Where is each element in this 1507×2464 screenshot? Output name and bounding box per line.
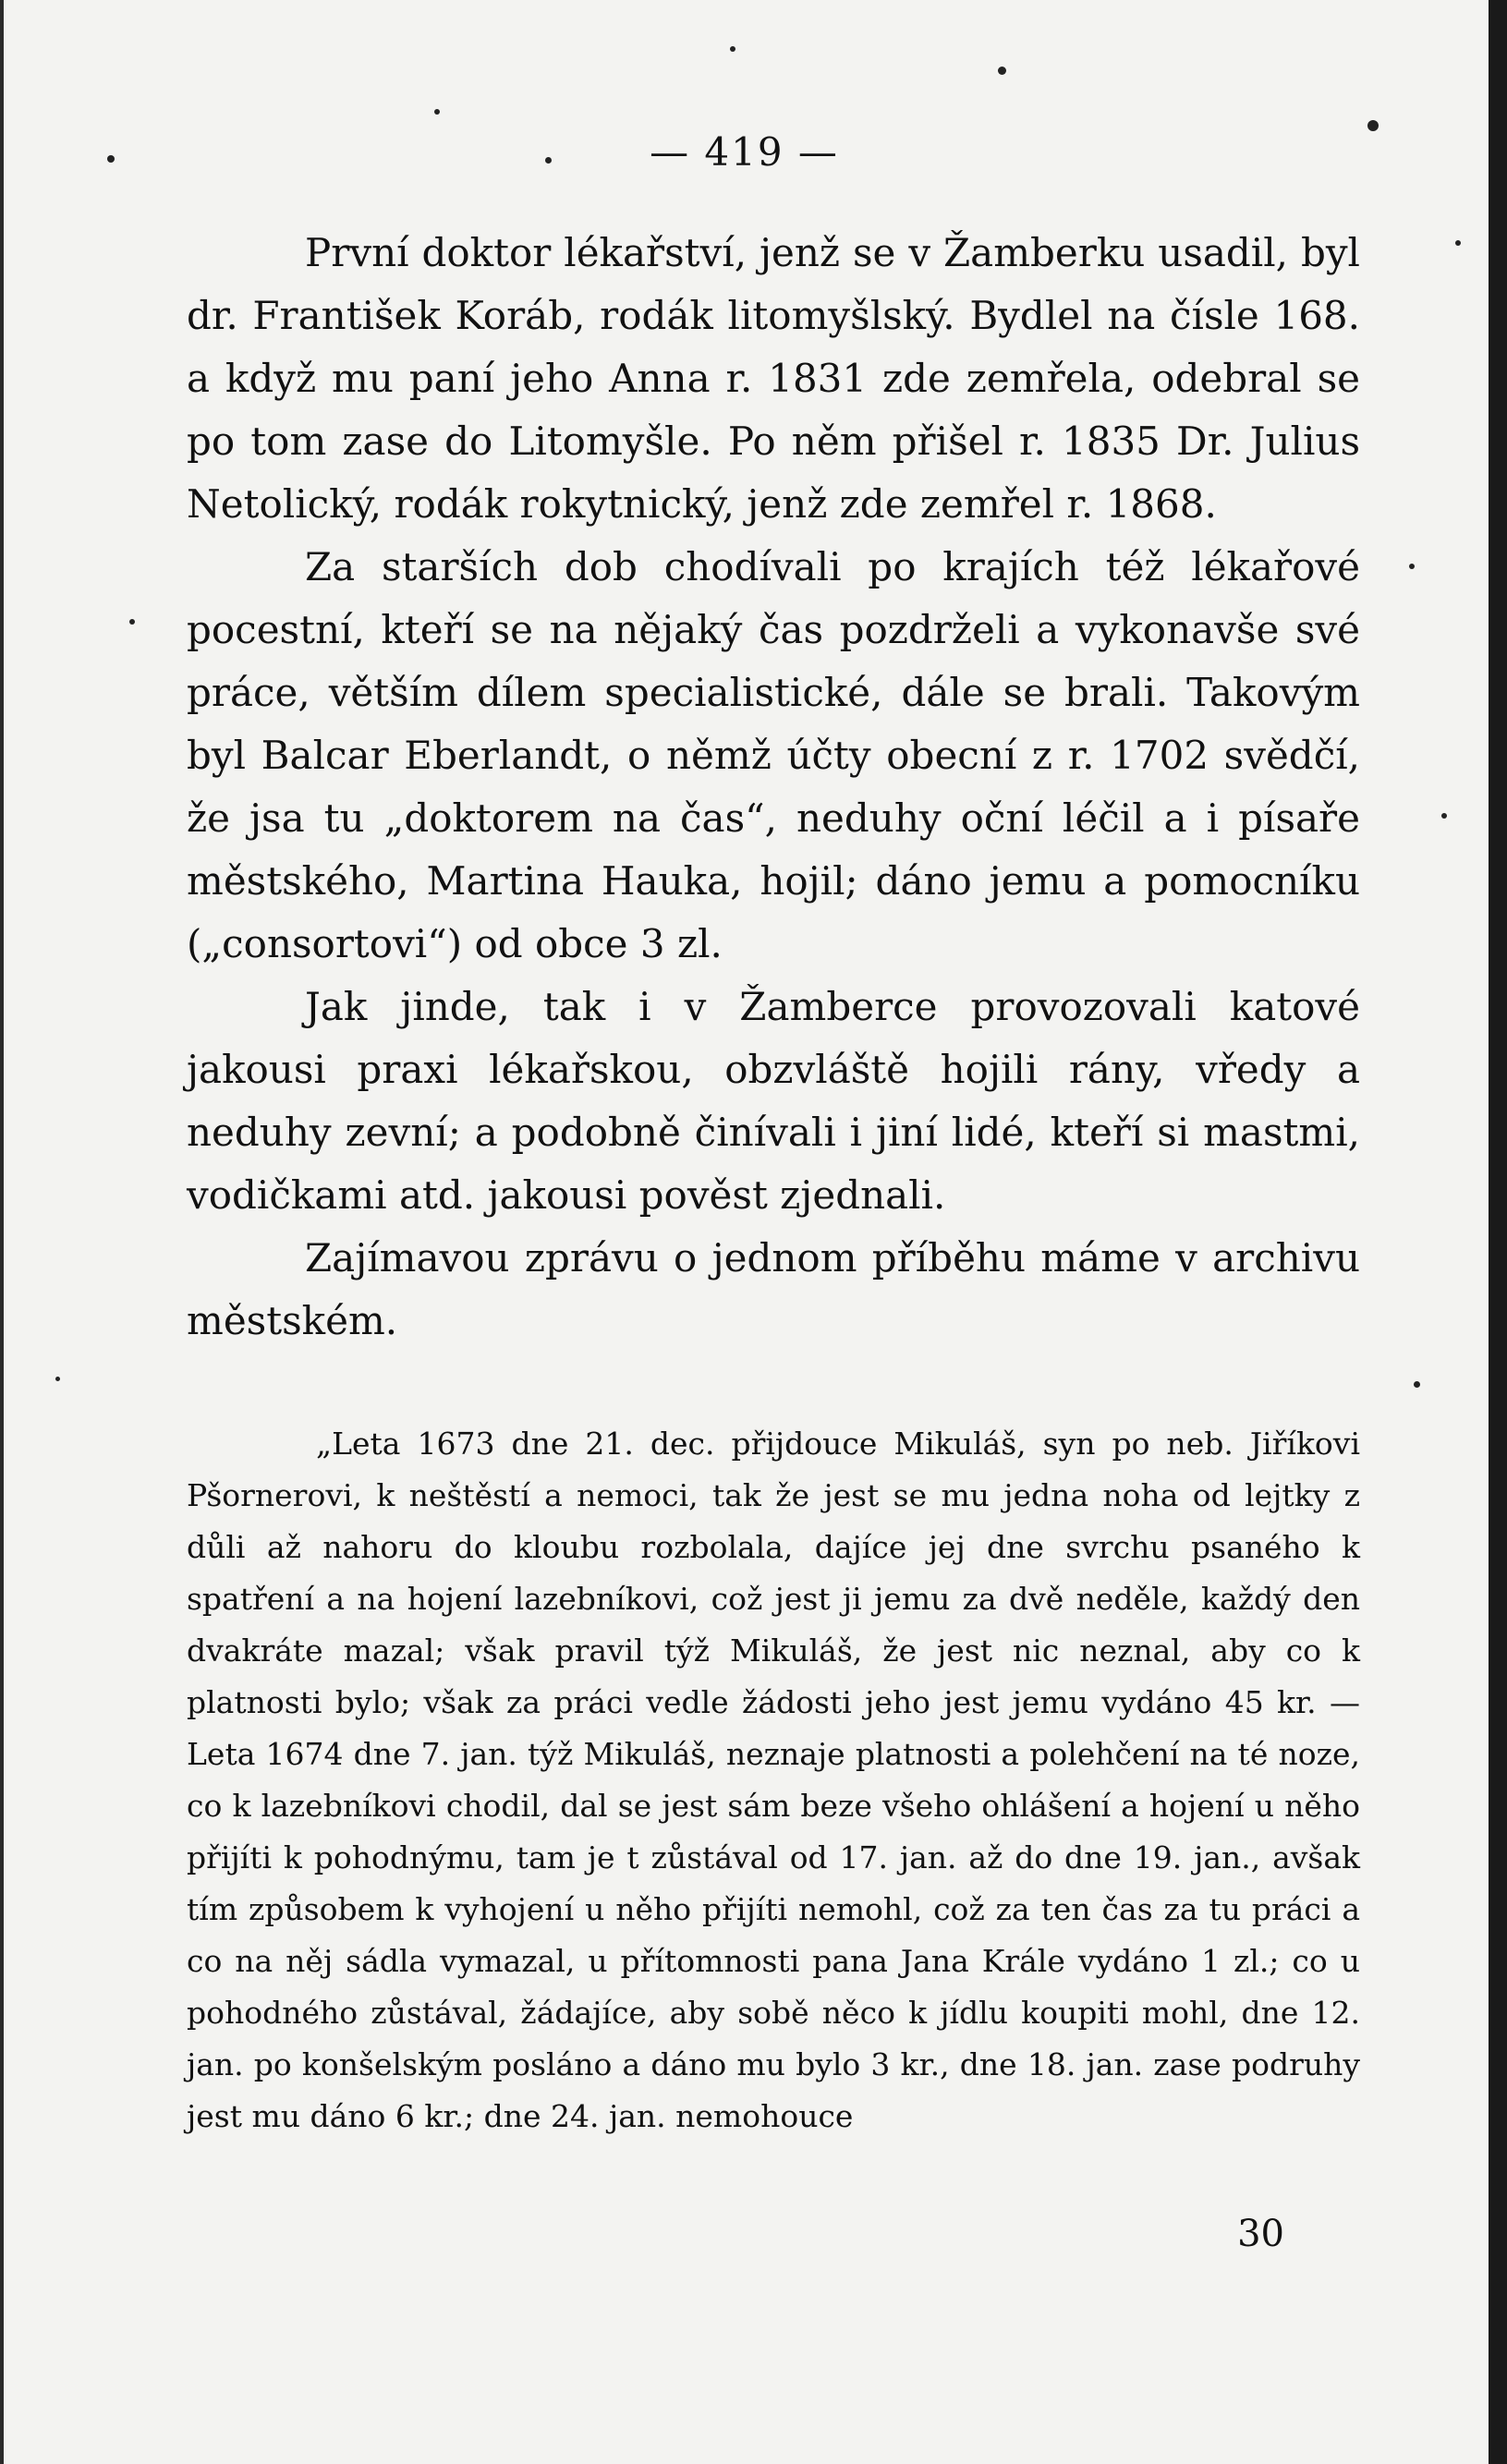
page-left-edge (0, 0, 4, 2464)
quote-paragraph: „Leta 1673 dne 21. dec. přijdouce Mikuláš, syn po neb. Jiříkovi Pšornerovi, k neštěstí a nemoci, tak že jest se mu jedna noha od lejtky z důli až nahoru do kloubu rozbolala, dajíce jej dne svrchu psaného k spatření a na hojení lazebníkovi, což jest ji jemu za dvě neděle, každý den dvakráte mazal; však pravil týž Mikuláš, že jest nic neznal, aby co k platnosti bylo; však za práci vedle žádosti jeho jest jemu vydáno 45 kr. — Leta 1674 dne 7. jan. týž Mikuláš, neznaje platnosti a polehčení na té noze, co k lazebníkovi chodil, dal se jest sám beze všeho ohlášení a hojení u něho přijíti k pohodnýmu, tam je t zůstával od 17. jan. až do dne 19. jan., avšak tím způsobem k vyhojení u něho přijíti nemohl, což za ten čas za tu práci a co na něj sádla vymazal, u přítomnosti pana Jana Krále vydáno 1 zl.; co u pohodného zůstával, žádajíce, aby sobě něco k jídlu koupiti mohl, dne 12. jan. po konšelským posláno a dáno mu bylo 3 kr., dne 18. jan. zase podruhy jest mu dáno 6 kr.; dne 24. jan. nemohouce (187, 1426, 1360, 2134)
archival-quote (187, 1418, 1360, 2142)
scan-speck (730, 46, 735, 52)
main-text (187, 222, 1360, 1353)
paragraph: První doktor lékařství, jenž se v Žamberku usadil, byl dr. František Koráb, rodák litomyšlský. Bydlel na čísle 168. a když mu paní jeho Anna r. 1831 zde zemřela, odebral se po tom zase do Litomyšle. Po něm přišel r. 1835 Dr. Julius Netolický, rodák rokytnický, jenž zde zemřel r. 1868. (187, 230, 1360, 527)
paragraph: Jak jinde, tak i v Žamberce provozovali katové jakousi praxi lékařskou, obzvláště hojili rány, vředy a neduhy zevní; a podobně činívali i jiní lidé, kteří si mastmi, vodičkami atd. jakousi pověst zjednali. (187, 984, 1360, 1218)
scan-speck (55, 1377, 60, 1381)
scan-speck (434, 109, 440, 115)
scan-speck (1455, 240, 1461, 246)
scan-speck (1441, 813, 1447, 819)
scan-speck (998, 67, 1006, 75)
paragraph: Za starších dob chodívali po krajích též lékařové pocestní, kteří se na nějaký čas pozdrželi a vykonavše své práce, větším dílem specialistické, dále se brali. Takovým byl Balcar Eberlandt, o němž účty obecní z r. 1702 svědčí, že jsa tu „doktorem na čas“, neduhy oční léčil a i písaře městského, Martina Hauka, hojil; dáno jemu a pomocníku („consortovi“) od obce 3 zl. (187, 544, 1360, 966)
printer-signature: 30 (1237, 2213, 1284, 2255)
scan-speck (1414, 1381, 1420, 1388)
scan-speck (129, 619, 135, 625)
paragraph: Zajímavou zprávu o jednom příběhu máme v archivu městském. (187, 1235, 1360, 1343)
page-right-edge (1489, 0, 1507, 2464)
scan-speck (1409, 564, 1415, 569)
page-number: — 419 — (650, 129, 839, 175)
